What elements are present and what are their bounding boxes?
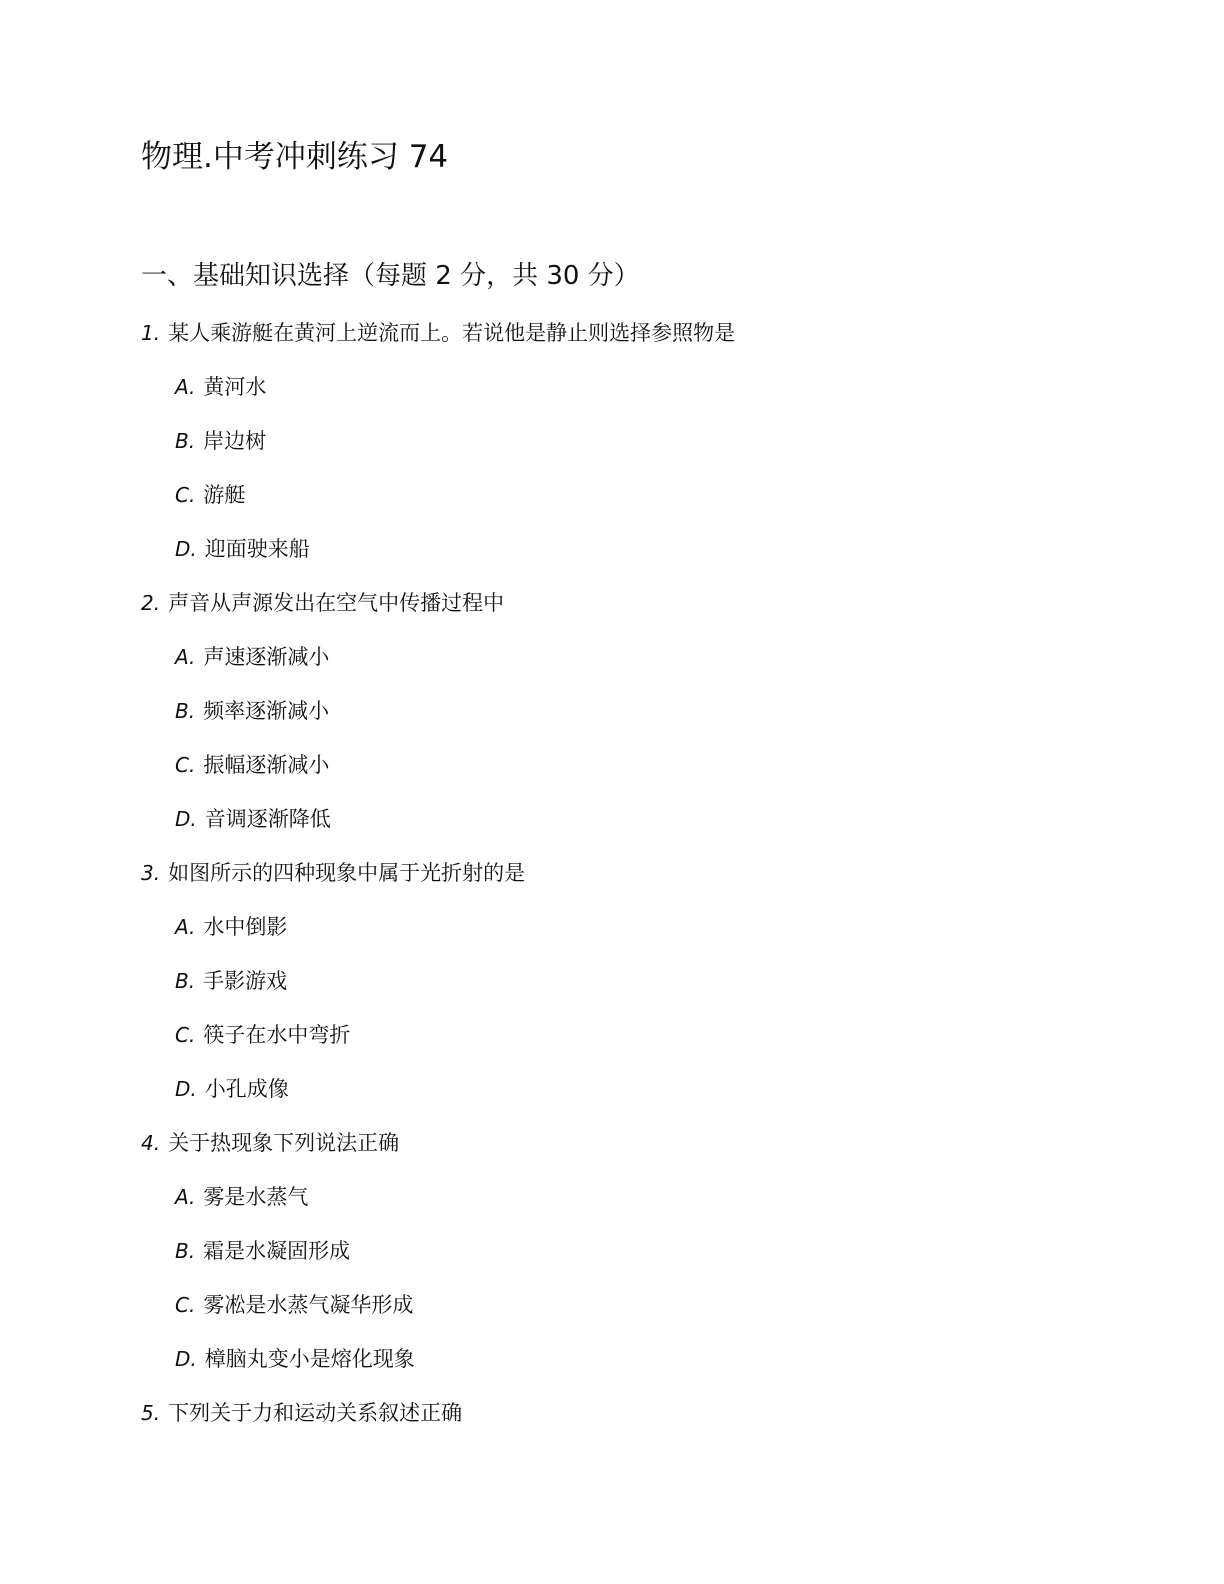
option-3-a <box>0 910 1224 964</box>
option-letter: A. <box>175 375 196 399</box>
option-text: 小孔成像 <box>204 1077 289 1101</box>
question-number: 2. <box>141 591 161 615</box>
option-text: 游艇 <box>203 483 246 507</box>
option-4-d <box>0 1342 1224 1396</box>
question-number: 3. <box>141 861 161 885</box>
option-text: 樟脑丸变小是熔化现象 <box>204 1347 415 1371</box>
option-4-b <box>0 1234 1224 1288</box>
option-3-c <box>0 1018 1224 1072</box>
option-text: 黄河水 <box>203 375 267 399</box>
question-4 <box>0 1126 1224 1180</box>
question-number: 1. <box>141 321 161 345</box>
question-number: 5. <box>141 1401 161 1425</box>
question-text: 声音从声源发出在空气中传播过程中 <box>168 591 505 615</box>
option-2-a <box>0 640 1224 694</box>
question-list <box>0 316 1224 1450</box>
option-letter: D. <box>175 1347 197 1371</box>
option-text: 筷子在水中弯折 <box>203 1023 351 1047</box>
option-letter: B. <box>175 429 196 453</box>
option-1-c <box>0 478 1224 532</box>
question-2 <box>0 586 1224 640</box>
option-text: 水中倒影 <box>203 915 288 939</box>
option-letter: C. <box>175 1293 196 1317</box>
option-3-b <box>0 964 1224 1018</box>
option-4-a <box>0 1180 1224 1234</box>
option-1-d <box>0 532 1224 586</box>
question-1 <box>0 316 1224 370</box>
option-2-b <box>0 694 1224 748</box>
option-letter: D. <box>175 807 197 831</box>
option-2-d <box>0 802 1224 856</box>
option-letter: C. <box>175 753 196 777</box>
option-letter: A. <box>175 1185 196 1209</box>
option-letter: B. <box>175 1239 196 1263</box>
question-3 <box>0 856 1224 910</box>
question-text: 某人乘游艇在黄河上逆流而上。若说他是静止则选择参照物是 <box>168 321 736 345</box>
page-title: 物理.中考冲刺练习 74 <box>141 139 449 175</box>
option-letter: A. <box>175 915 196 939</box>
option-1-b <box>0 424 1224 478</box>
section-heading: 一、基础知识选择（每题 2 分，共 30 分） <box>141 261 640 291</box>
option-letter: B. <box>175 969 196 993</box>
option-letter: A. <box>175 645 196 669</box>
option-letter: D. <box>175 537 197 561</box>
option-text: 岸边树 <box>203 429 267 453</box>
question-text: 关于热现象下列说法正确 <box>168 1131 400 1155</box>
option-text: 手影游戏 <box>203 969 288 993</box>
option-text: 振幅逐渐减小 <box>203 753 330 777</box>
option-3-d <box>0 1072 1224 1126</box>
option-4-c <box>0 1288 1224 1342</box>
option-text: 雾是水蒸气 <box>203 1185 309 1209</box>
option-1-a <box>0 370 1224 424</box>
option-letter: C. <box>175 483 196 507</box>
option-text: 声速逐渐减小 <box>203 645 330 669</box>
option-2-c <box>0 748 1224 802</box>
option-letter: B. <box>175 699 196 723</box>
option-text: 霜是水凝固形成 <box>203 1239 351 1263</box>
option-text: 迎面驶来船 <box>204 537 310 561</box>
question-text: 如图所示的四种现象中属于光折射的是 <box>168 861 526 885</box>
option-text: 雾凇是水蒸气凝华形成 <box>203 1293 414 1317</box>
question-number: 4. <box>141 1131 161 1155</box>
question-text: 下列关于力和运动关系叙述正确 <box>168 1401 463 1425</box>
question-5 <box>0 1396 1224 1450</box>
option-letter: D. <box>175 1077 197 1101</box>
option-letter: C. <box>175 1023 196 1047</box>
option-text: 频率逐渐减小 <box>203 699 330 723</box>
option-text: 音调逐渐降低 <box>204 807 331 831</box>
